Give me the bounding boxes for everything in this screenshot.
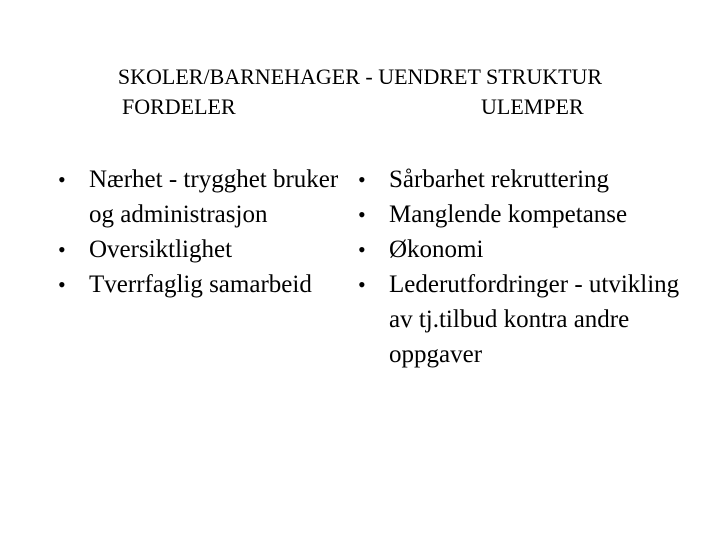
list-item bbox=[58, 162, 358, 232]
list-item-text: Manglende kompetanse bbox=[389, 201, 628, 228]
ulemper-heading: ULEMPER bbox=[481, 94, 584, 119]
slide-title: SKOLER/BARNEHAGER - UENDRET STRUKTUR bbox=[117, 64, 603, 89]
bullet-icon: • bbox=[58, 272, 66, 297]
list-item-text: Nærhet - trygghet bruker og administrasjon bbox=[89, 166, 339, 228]
bullet-icon: • bbox=[58, 237, 66, 262]
list-item-text: Lederutfordringer - utvikling av tj.tilbud kontra andre oppgaver bbox=[389, 271, 680, 368]
list-item-text: Tverrfaglig samarbeid bbox=[89, 271, 312, 298]
list-item-text: Oversiktlighet bbox=[89, 236, 233, 263]
fordeler-heading: FORDELER bbox=[122, 94, 236, 119]
bullet-icon: • bbox=[58, 167, 66, 192]
list-item bbox=[58, 267, 358, 302]
list-item bbox=[58, 232, 358, 267]
list-item-text: Økonomi bbox=[389, 236, 484, 263]
list-item bbox=[358, 267, 698, 372]
ulemper-list bbox=[358, 162, 698, 372]
bullet-icon: • bbox=[358, 167, 366, 192]
list-item bbox=[358, 232, 698, 267]
list-item-text: Sårbarhet rekruttering bbox=[389, 166, 610, 193]
list-item bbox=[358, 197, 698, 232]
fordeler-list bbox=[58, 162, 358, 302]
bullet-icon: • bbox=[358, 202, 366, 227]
bullet-icon: • bbox=[358, 237, 366, 262]
bullet-icon: • bbox=[358, 272, 366, 297]
list-item bbox=[358, 162, 698, 197]
